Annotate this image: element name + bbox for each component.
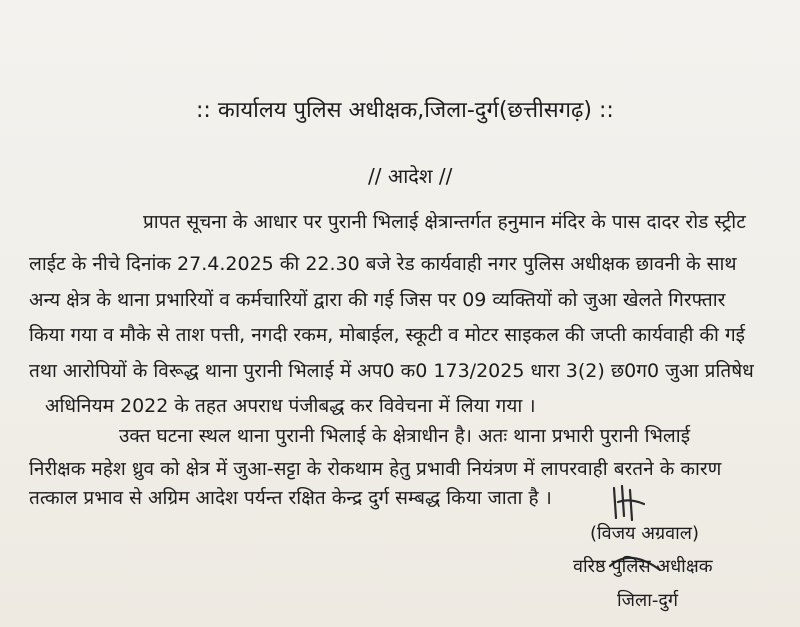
paragraph-1-line-5: तथा आरोपियों के विरूद्ध थाना पुरानी भिलाई में अप0 क0 173/2025 धारा 3(2) छ0ग0 जुआ प्रतिषेध xyxy=(29,360,754,382)
order-title: // आदेश // xyxy=(368,164,453,188)
paragraph-2-line-1: उक्त घटना स्थल थाना पुरानी भिलाई के क्षेत्राधीन है। अतः थाना प्रभारी पुरानी भिलाई xyxy=(119,425,691,447)
signatory-name: (विजय अग्रवाल) xyxy=(590,523,700,544)
paragraph-1-line-2: लाईट के नीचे दिनांक 27.4.2025 की 22.30 बजे रेड कार्यवाही नगर पुलिस अधीक्षक छावनी के साथ xyxy=(29,253,737,275)
paragraph-1-line-3: अन्य क्षेत्र के थाना प्रभारियों व कर्मचारियों द्वारा की गई जिस पर 09 व्यक्तियों को जुआ खेलते गिरफ्तार xyxy=(29,289,726,311)
paragraph-2-line-2: निरीक्षक महेश ध्रुव को क्षेत्र में जुआ-सट्टा के रोकथाम हेतु प्रभावी नियंत्रण में लापरवाही बरतने के कारण xyxy=(29,458,722,480)
signatory-place: जिला-दुर्ग xyxy=(617,590,679,611)
paragraph-1-line-6: अधिनियम 2022 के तहत अपराध पंजीबद्ध कर विवेचना में लिया गया । xyxy=(45,395,536,417)
signatory-designation: वरिष्ठ पुलिस अधीक्षक xyxy=(573,556,713,577)
office-heading: :: कार्यालय पुलिस अधीक्षक,जिला-दुर्ग(छत्तीसगढ़) :: xyxy=(196,98,614,123)
paragraph-2-line-3: तत्काल प्रभाव से अग्रिम आदेश पर्यन्त रक्षित केन्द्र दुर्ग सम्बद्ध किया जाता है । xyxy=(29,487,552,509)
paragraph-1-line-4: किया गया व मौके से ताश पत्ती, नगदी रकम, मोबाईल, स्कूटी व मोटर साइकल की जप्ती कार्यवाही की गई xyxy=(29,324,745,346)
paragraph-1-line-1: प्रापत सूचना के आधार पर पुरानी भिलाई क्षेत्रान्तर्गत हनुमान मंदिर के पास दादर रोड स्ट्रीट xyxy=(143,211,746,233)
